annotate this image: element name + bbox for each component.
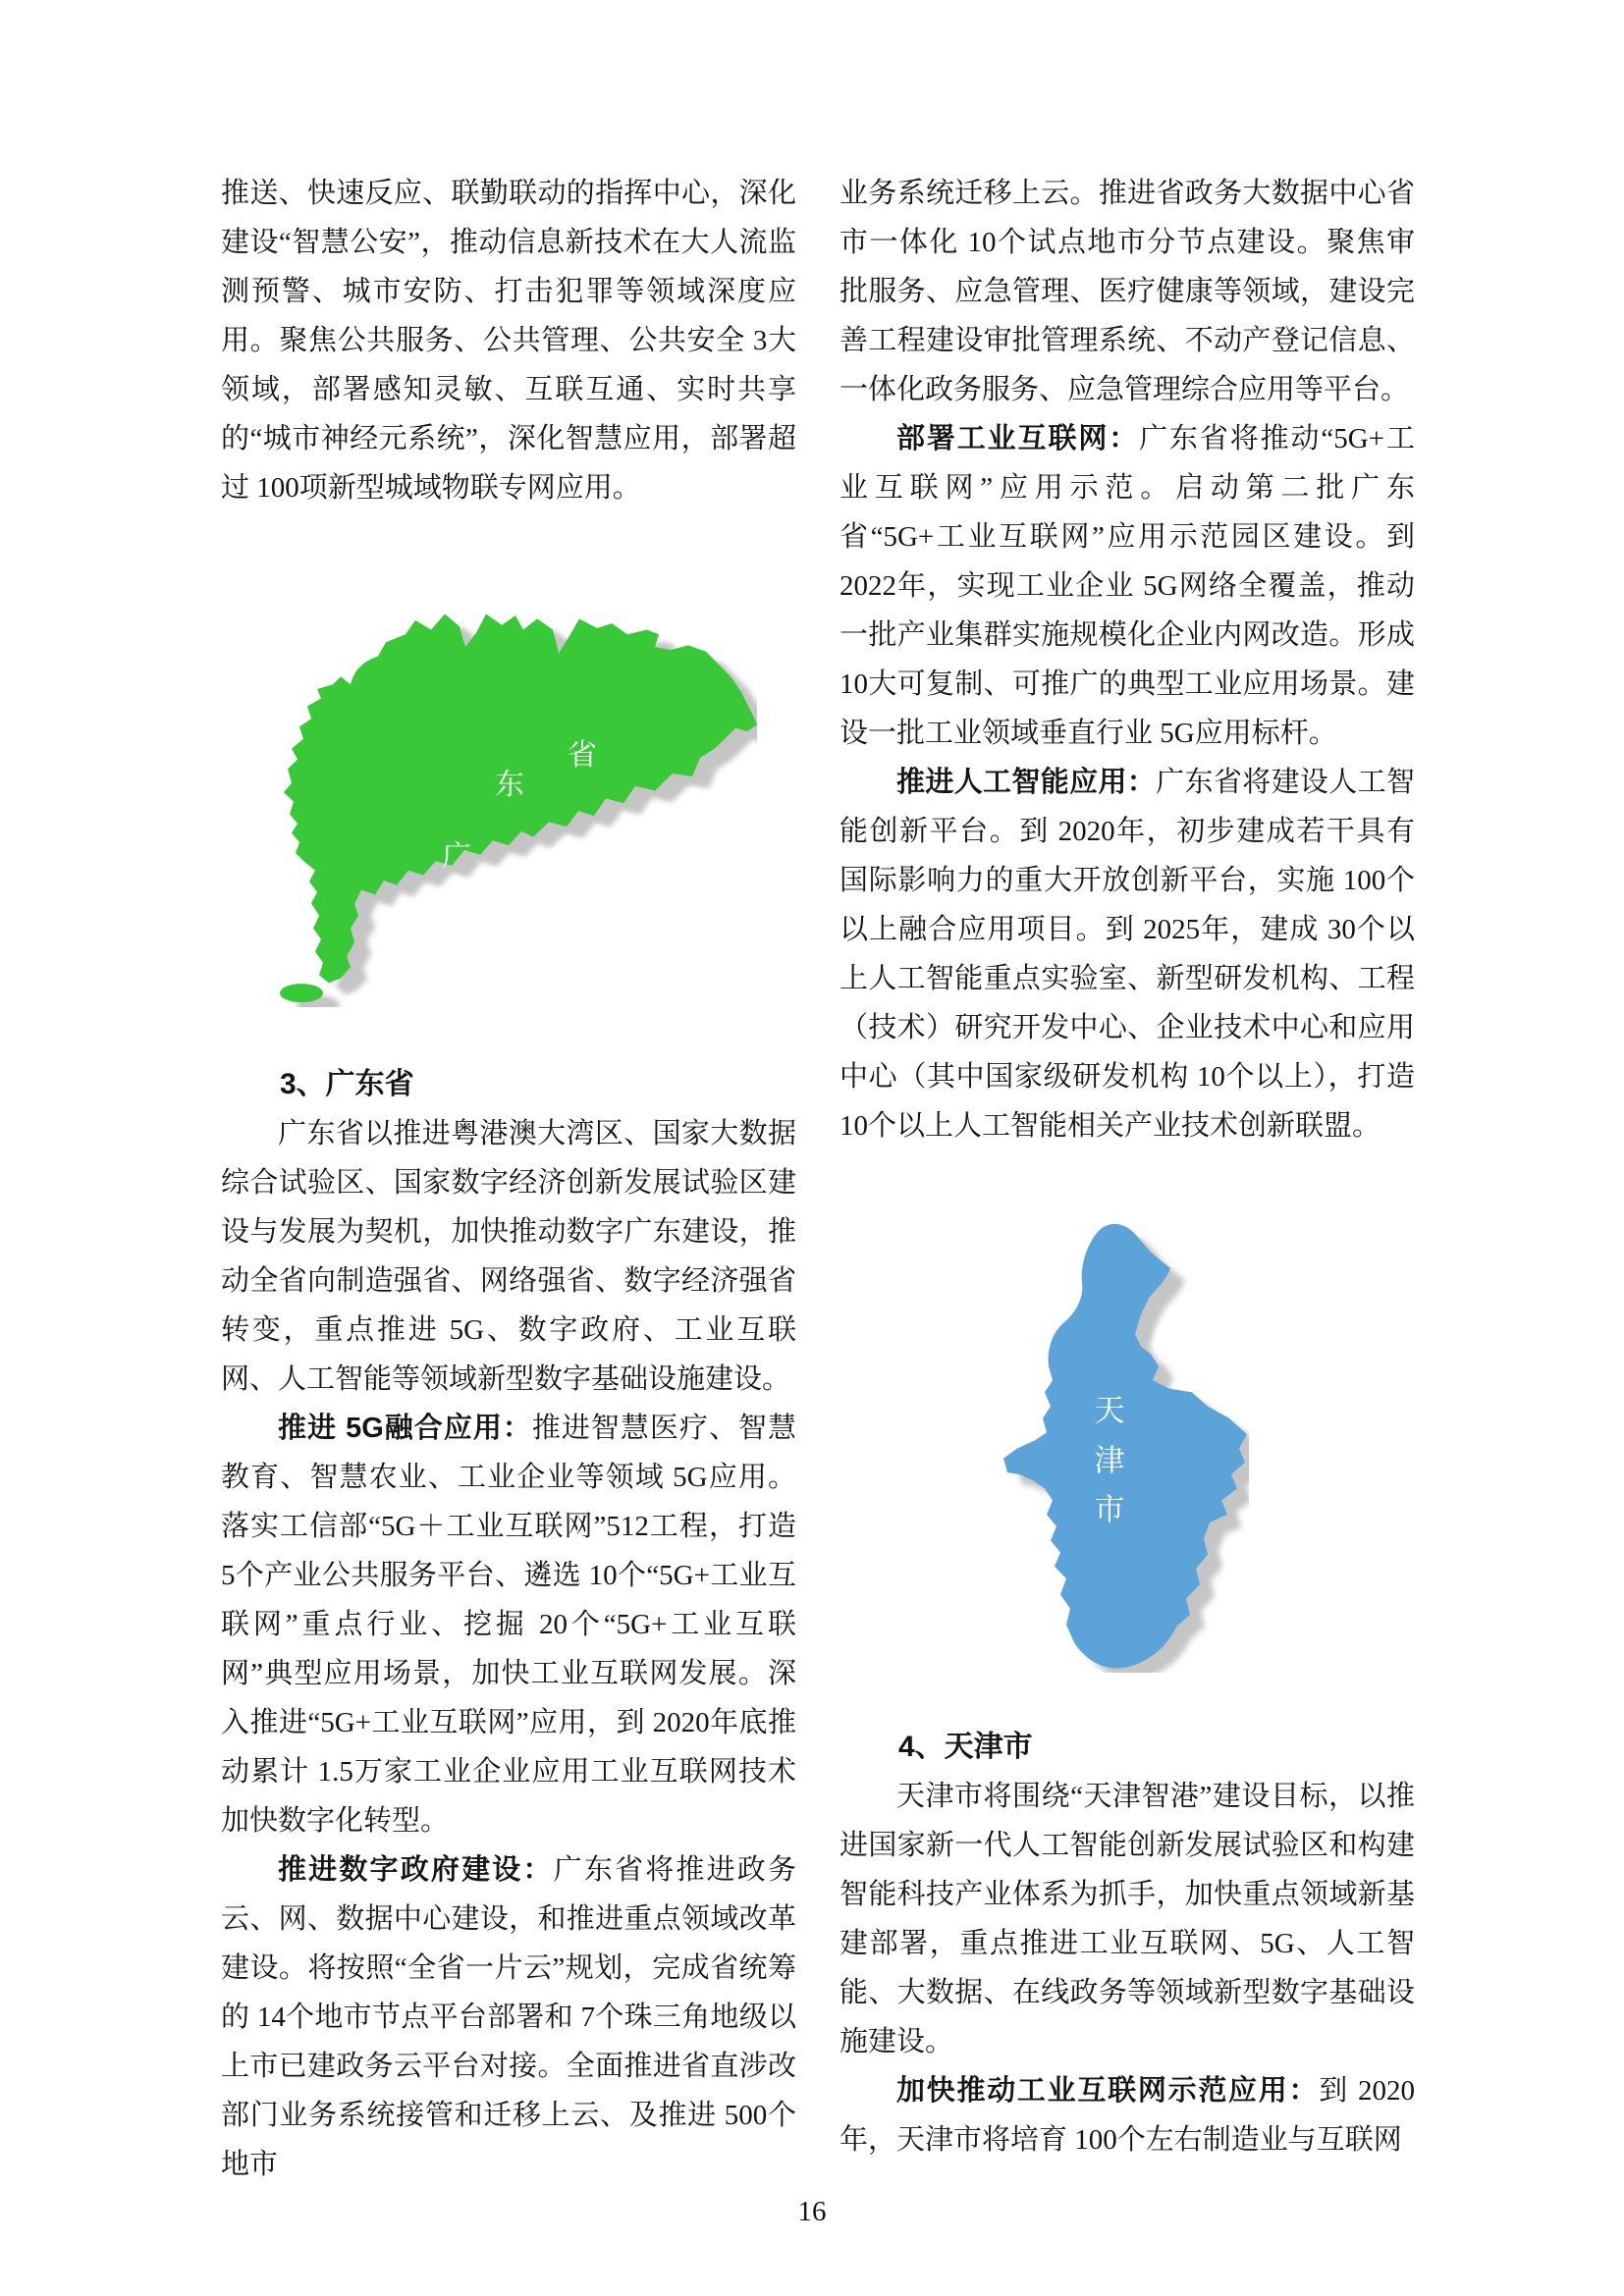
paragraph-text: 推进智慧医疗、智慧教育、智慧农业、工业企业等领域 5G应用。落实工信部“5G＋工业互联网”512工程，打造 5个产业公共服务平台、遴选 10个“5G+工业互联网”重点行业、挖掘 20个“5G+工业互联网”典型应用场景，加快工业互联网发展。深入推进“5G+工业互联网”应用，到 2020年底推动累计 1.5万家工业企业应用工业互联网技术加快数字化转型。 [221,1413,796,1837]
guangdong-island [280,984,323,1002]
page-number: 16 [797,2196,827,2227]
paragraph-lead: 部署工业互联网： [896,423,1140,454]
section-heading-guangdong: 3、广东省 [280,1068,414,1100]
paragraph-text: 广东省将推动“5G+工业互联网”应用示范。启动第二批广东省“5G+工业互联网”应用示范园区建设。到 2022年，实现工业企业 5G网络全覆盖，推动一批产业集群实施规模化企业内网改造。形成 10大可复制、可推广的典型工业应用场景。建设一批工业领域垂直行业 5G应用标杆。 [839,423,1415,749]
paragraph-guangdong-overview [221,1109,796,1404]
paragraph-text: 业务系统迁移上云。推进省政务大数据中心省市一体化 10个试点地市分节点建设。聚焦审批服务、应急管理、医疗健康等领域，建设完善工程建设审批管理系统、不动产登记信息、一体化政务服务、应急管理综合应用等平台。 [839,178,1415,405]
map-label-tian: 天 [1094,1393,1125,1428]
map-label-dong: 东 [495,769,524,801]
paragraph-text: 天津市将围绕“天津智港”建设目标，以推进国家新一代人工智能创新发展试验区和构建智能科技产业体系为抓手，加快重点领域新基建部署，重点推进工业互联网、5G、人工智能、大数据、在线政务等领域新型数字基础设施建设。 [839,1781,1415,2057]
tianjin-map-shape [1003,1222,1249,1673]
map-label-sheng: 省 [568,739,597,772]
paragraph-cloud-migration [839,169,1415,414]
tianjin-map-landmass [1003,1224,1247,1669]
tianjin-map [1003,1222,1249,1673]
left-column [221,169,796,2189]
paragraph-text: 推送、快速反应、联勤联动的指挥中心，深化建设“智慧公安”，推动信息新技术在大人流监测预警、城市安防、打击犯罪等领域深度应用。聚焦公共服务、公共管理、公共安全 3大领域，部署感知灵敏、互联互通、实时共享的“城市神经元系统”，深化智慧应用，部署超过 100项新型城域物联专网应用。 [221,178,796,504]
paragraph-text: 到 2020年，天津市将培育 100个左右制造业与互联网 [839,2075,1415,2156]
guangdong-map-figure [221,512,796,1060]
paragraph-text: 广东省将推进政务云、网、数据中心建设，和推进重点领域改革建设。将按照“全省一片云”规划，完成省统筹的 14个地市节点平台部署和 7个珠三角地级以上市已建政务云平台对接。全面推进省直涉改部门业务系统接管和迁移上云、及推进 500个地市 [221,1854,796,2180]
paragraph-industrial-internet [839,414,1415,758]
paragraph-ai-application [839,758,1415,1150]
paragraph-lead: 加快推动工业互联网示范应用： [896,2075,1320,2107]
map-label-guang: 广 [442,840,471,873]
paragraph-text: 广东省将建设人工智能创新平台。到 2020年，初步建成若干具有国际影响力的重大开放创新平台，实施 100个以上融合应用项目。到 2025年，建成 30个以上人工智能重点实验室、新型研发机构、工程（技术）研究开发中心、企业技术中心和应用中心（其中国家级研发机构 10个以上），打造 10个以上人工智能相关产业技术创新联盟。 [839,767,1415,1142]
paragraph-lead: 推进人工智能应用： [896,767,1157,798]
guangdong-map-shape [256,605,757,1007]
right-column [839,169,1415,2164]
paragraph-smart-security [221,169,796,512]
map-label-shi: 市 [1094,1492,1125,1527]
paragraph-industrial-internet-demo [839,2066,1415,2164]
map-label-jin: 津 [1094,1443,1125,1478]
section-heading-tianjin: 4、天津市 [898,1731,1033,1763]
paragraph-lead: 推进 5G融合应用： [278,1413,532,1444]
paragraph-digital-government [221,1845,796,2189]
paragraph-tianjin-overview [839,1772,1415,2066]
paragraph-lead: 推进数字政府建设： [278,1854,554,1886]
paragraph-text: 广东省以推进粤港澳大湾区、国家大数据综合试验区、国家数字经济创新发展试验区建设与发展为契机，加快推动数字广东建设，推动全省向制造强省、网络强省、数字经济强省转变，重点推进 5G、数字政府、工业互联网、人工智能等领域新型数字基础设施建设。 [221,1118,796,1395]
paragraph-5g-fusion [221,1404,796,1845]
tianjin-map-figure [839,1150,1415,1723]
guangdong-map [256,605,757,1007]
